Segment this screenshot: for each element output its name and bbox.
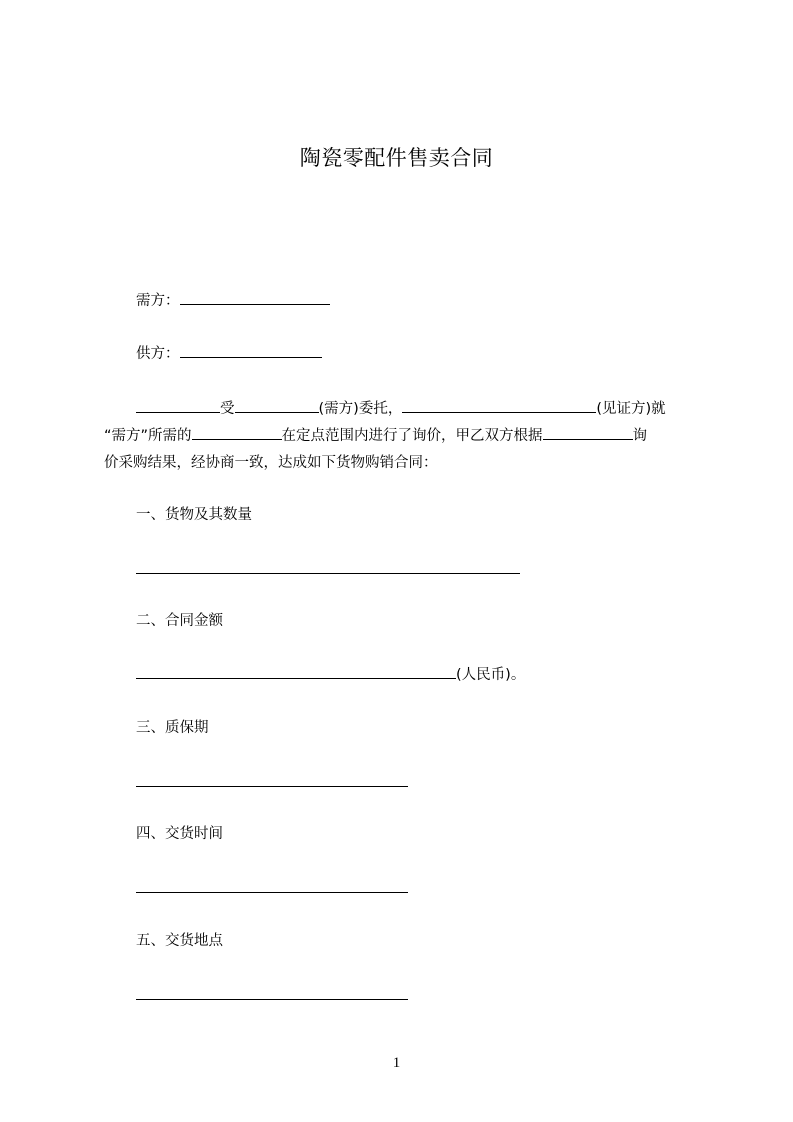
intro-seg5: 在定点范围内进行了询价，甲乙双方根据 [281, 428, 543, 444]
intro-line-1 [136, 398, 666, 419]
section-5-heading: 五、交货地点 [136, 933, 223, 949]
section-4-blank [136, 892, 408, 893]
witness-blank [402, 398, 596, 413]
intro-seg4: “需方”所需的 [104, 428, 192, 444]
buyer-name-blank [235, 398, 319, 413]
intro-seg6: 询 [632, 428, 648, 444]
section-5-blank [136, 999, 408, 1000]
basis-blank [543, 425, 633, 440]
intro-seg7: 价采购结果，经协商一致，达成如下货物购销合同： [104, 455, 438, 471]
section-1-heading: 一、货物及其数量 [136, 507, 252, 523]
intro-seg1: 受 [220, 401, 235, 417]
section-2-heading: 二、合同金额 [136, 613, 223, 629]
amount-line [136, 664, 525, 685]
amount-blank [136, 664, 456, 679]
intro-seg3: (见证方)就 [596, 401, 666, 417]
section-4-heading: 四、交货时间 [136, 826, 223, 842]
buyer-blank [180, 290, 330, 305]
section-1-blank [136, 573, 520, 574]
document-title: 陶瓷零配件售卖合同 [299, 146, 494, 170]
goods-blank [192, 425, 282, 440]
intro-line-3 [104, 453, 438, 473]
supplier-blank [180, 343, 322, 358]
supplier-line [136, 343, 322, 364]
intro-line-2 [104, 425, 647, 446]
page-number: 1 [392, 1055, 401, 1071]
buyer-line [136, 290, 330, 311]
section-3-heading: 三、质保期 [136, 720, 209, 736]
buyer-label: 需方： [136, 293, 180, 309]
intro-seg2: (需方)委托， [318, 401, 403, 417]
supplier-label: 供方： [136, 346, 180, 362]
section-3-blank [136, 786, 408, 787]
agent-blank [136, 398, 220, 413]
amount-suffix: (人民币)。 [456, 667, 526, 683]
